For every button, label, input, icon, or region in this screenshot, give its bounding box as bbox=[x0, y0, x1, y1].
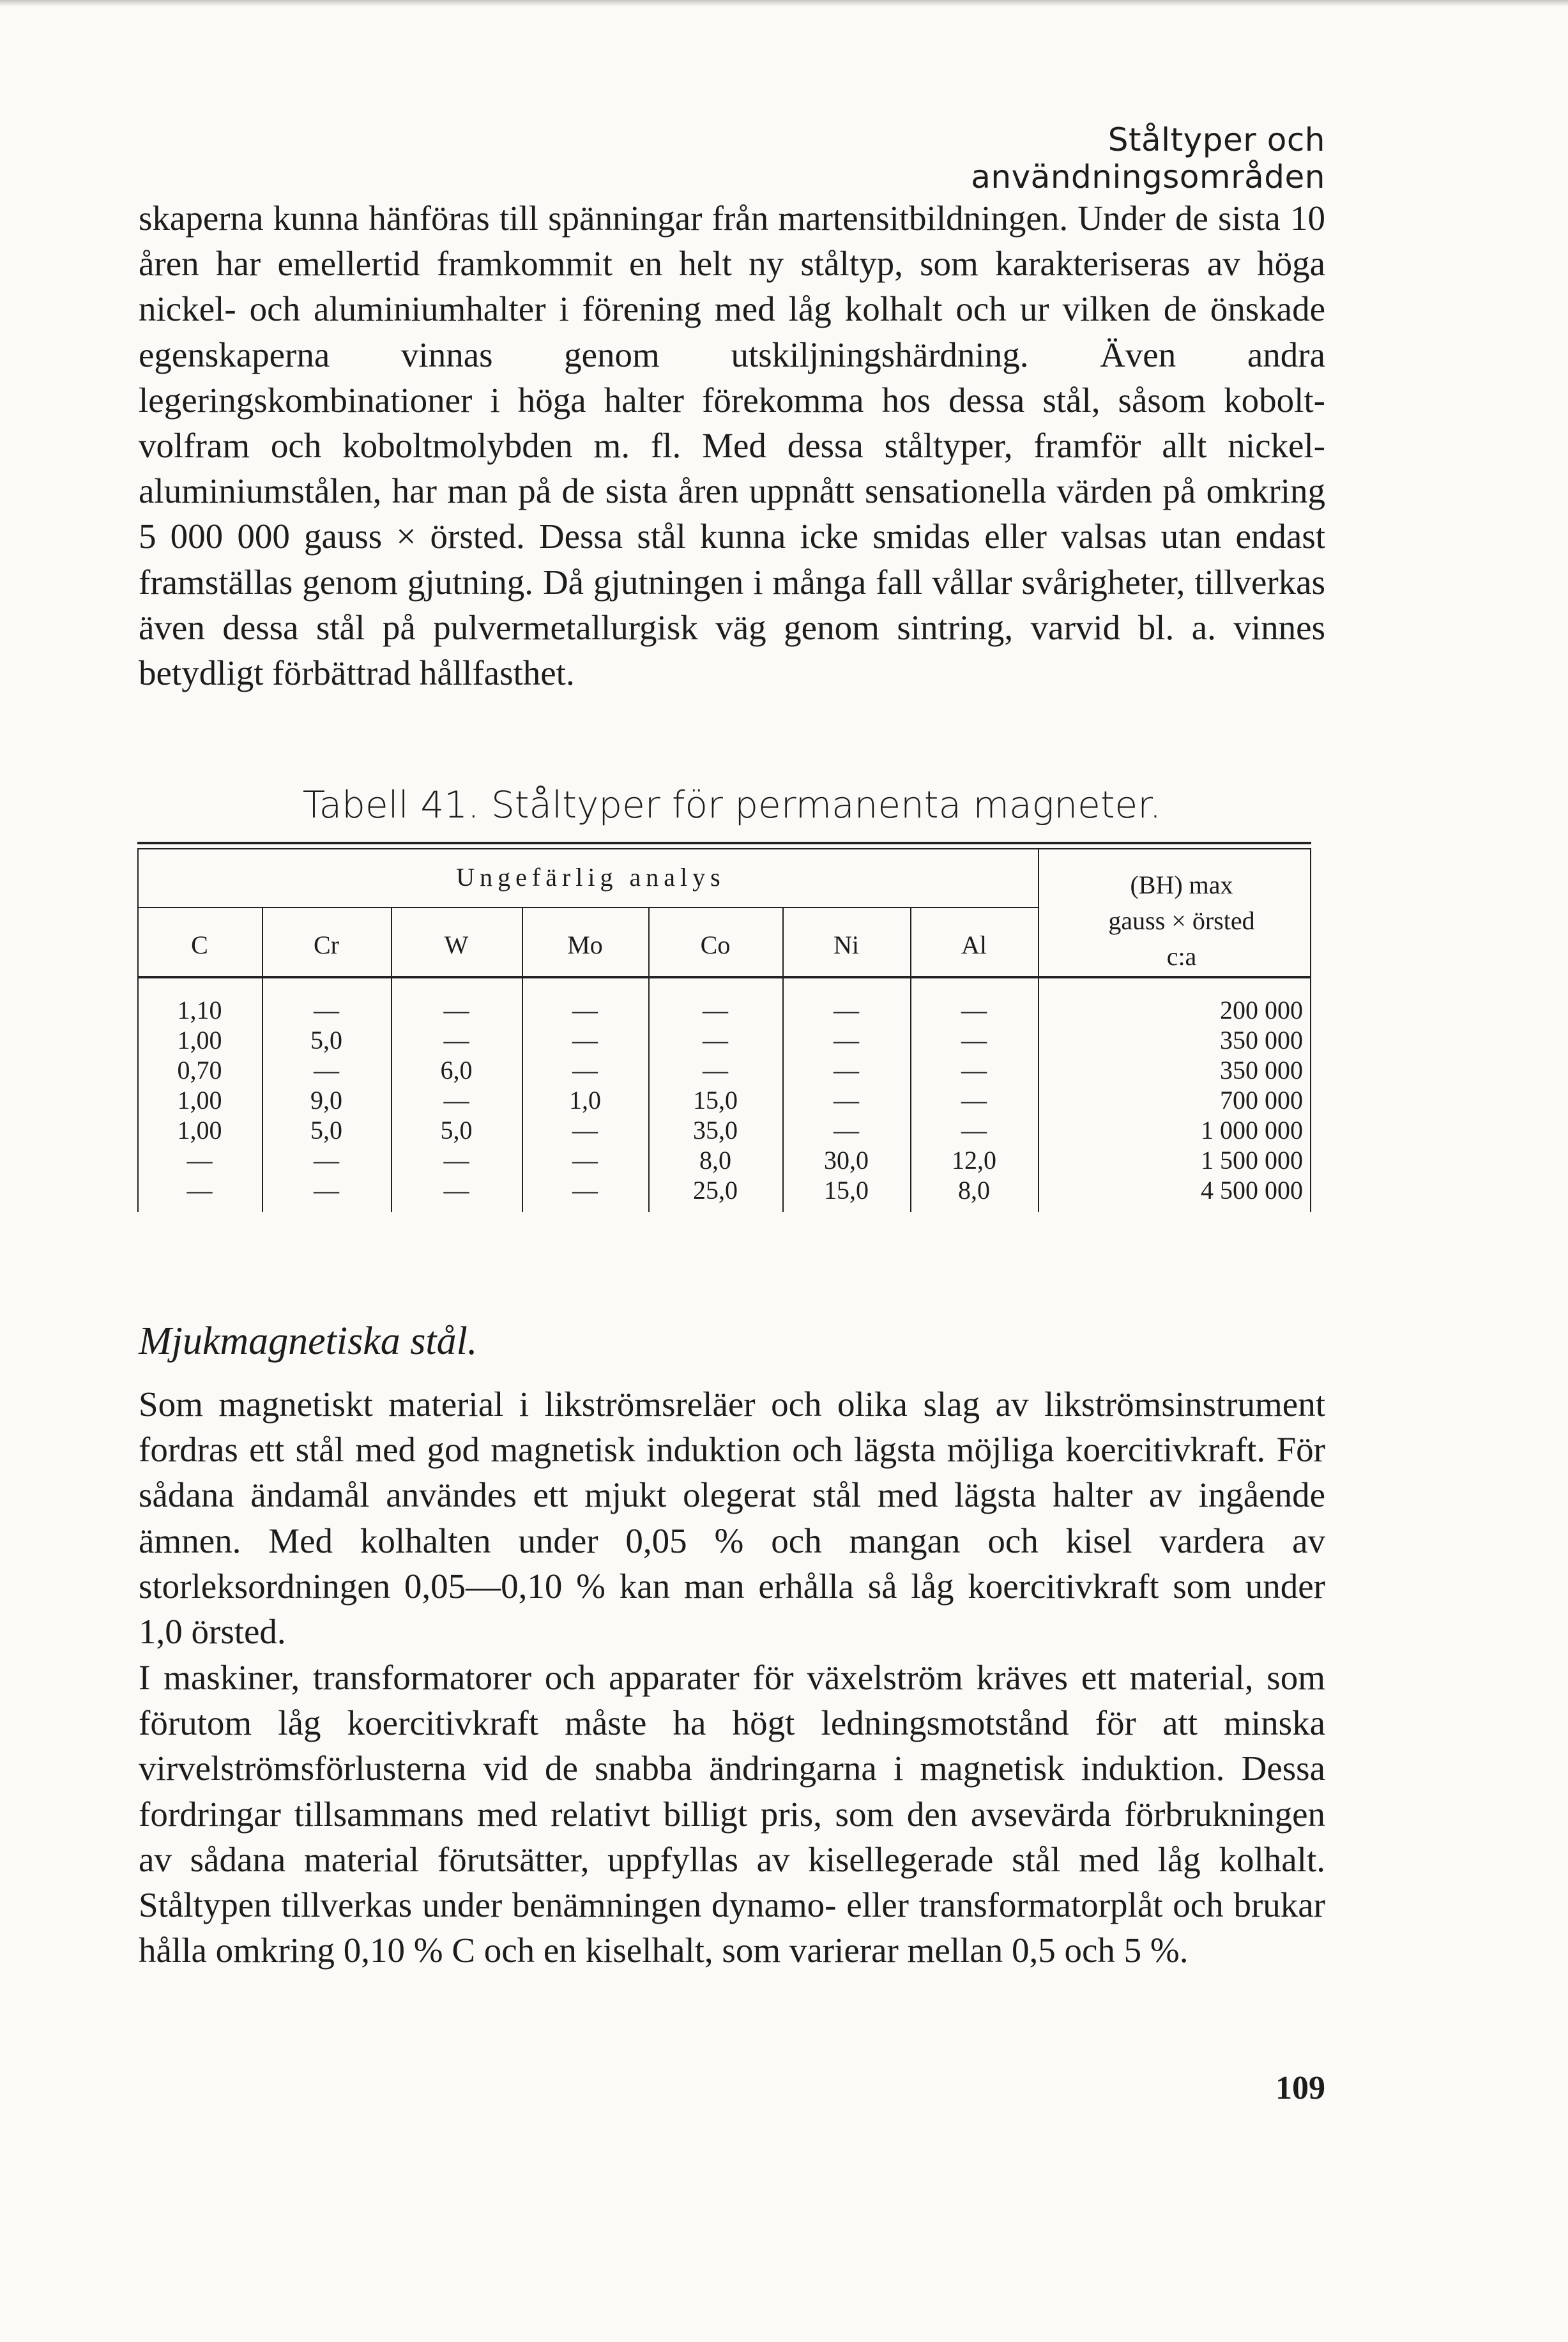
table-cell: — bbox=[833, 1086, 859, 1114]
column-header-ni: Ni bbox=[833, 931, 859, 959]
column-header-c: C bbox=[191, 931, 208, 959]
table-cell: — bbox=[703, 1056, 728, 1084]
table-cell: 350 000 bbox=[1220, 1026, 1303, 1054]
table-cell: 1,0 bbox=[569, 1086, 601, 1114]
table-cell: 8,0 bbox=[958, 1176, 990, 1205]
table-cell: — bbox=[703, 996, 728, 1024]
table-cell: — bbox=[961, 1116, 987, 1144]
column-header-mo: Mo bbox=[567, 931, 603, 959]
table-row bbox=[137, 1115, 1311, 1145]
table-cell: 15,0 bbox=[693, 1086, 738, 1114]
bh-header-line-1: (BH) max bbox=[1130, 871, 1233, 899]
header-bottom-rule bbox=[137, 976, 1311, 978]
steel-types-table bbox=[137, 842, 1311, 1225]
group-header-analysis: Ungefärlig analys bbox=[456, 863, 726, 892]
table-cell: 350 000 bbox=[1220, 1056, 1303, 1084]
table-cell: — bbox=[443, 1086, 469, 1114]
table-cell: — bbox=[572, 996, 598, 1024]
table-cell: — bbox=[314, 1176, 339, 1205]
table-cell: 5,0 bbox=[310, 1026, 342, 1054]
table-cell: 1 500 000 bbox=[1201, 1146, 1303, 1175]
table-cell: — bbox=[443, 996, 469, 1024]
page-top-edge bbox=[0, 0, 1568, 6]
table-cell: — bbox=[572, 1146, 598, 1175]
table-caption: Tabell 41. Ståltyper för permanenta magneter. bbox=[302, 783, 1162, 826]
table-cell: — bbox=[961, 996, 987, 1024]
table-cell: — bbox=[833, 1116, 859, 1144]
table-cell: — bbox=[961, 1086, 987, 1114]
table-cell: 1,10 bbox=[177, 996, 222, 1024]
table-cell: 5,0 bbox=[310, 1116, 342, 1144]
table-cell: 0,70 bbox=[177, 1056, 222, 1084]
table-cell: — bbox=[961, 1056, 987, 1084]
table-row bbox=[137, 1025, 1311, 1055]
table-row bbox=[137, 995, 1311, 1025]
column-header-cr: Cr bbox=[314, 931, 339, 959]
table-cell: — bbox=[961, 1026, 987, 1054]
column-header-co: Co bbox=[700, 931, 731, 959]
table-cell: 700 000 bbox=[1220, 1086, 1303, 1114]
table-cell: — bbox=[443, 1146, 469, 1175]
table-cell: 25,0 bbox=[693, 1176, 738, 1205]
table-cell: 35,0 bbox=[693, 1116, 738, 1144]
bh-header-line-3: c:a bbox=[1166, 942, 1197, 971]
group-header-rule bbox=[137, 907, 1038, 908]
table-cell: 1,00 bbox=[177, 1026, 222, 1054]
table-cell: — bbox=[833, 1026, 859, 1054]
table-cell: — bbox=[833, 1056, 859, 1084]
table-cell: — bbox=[186, 1176, 213, 1205]
table-cell: — bbox=[314, 1056, 339, 1084]
table-row bbox=[137, 1175, 1311, 1205]
table-cell: — bbox=[314, 1146, 339, 1175]
table-cell: — bbox=[572, 1026, 598, 1054]
table-cell: 8,0 bbox=[699, 1146, 731, 1175]
table-row bbox=[137, 1055, 1311, 1085]
table-cell: 30,0 bbox=[824, 1146, 869, 1175]
table-cell: 15,0 bbox=[824, 1176, 869, 1205]
table-top-rule-thin bbox=[137, 848, 1311, 849]
table-cell: — bbox=[833, 996, 859, 1024]
table-cell: 6,0 bbox=[440, 1056, 473, 1084]
table-row bbox=[137, 1085, 1311, 1115]
table-cell: — bbox=[572, 1116, 598, 1144]
table-cell: 1,00 bbox=[177, 1086, 222, 1114]
table-cell: 200 000 bbox=[1220, 996, 1303, 1024]
column-header-w: W bbox=[444, 931, 469, 959]
body-paragraph-1: skaperna kunna hänföras till spänningar från martensitbildningen. Under de sista 10 åren har emellertid framkommit en helt ny ståltyp, som karakteriseras av höga nickel- och aluminiumhalter i förening med låg kolhalt och ur vilken de önskade egenskaperna vinnas genom utskiljningshärdning. Även andra legeringskombinationer i höga halter förekomma hos dessa stål, såsom kobolt-volfram och koboltmolybden m. fl. Med dessa ståltyper, framför allt nickel-aluminiumstålen, har man på de sista åren uppnått sensationella värden på omkring 5 000 000 gauss × örsted. Dessa stål kunna icke smidas eller valsas utan endast framställas genom gjutning. Då gjutningen i många fall vållar svårigheter, tillverkas även dessa stål på pulvermetallurgisk väg genom sintring, varvid bl. a. vinnes betydligt förbättrad hållfasthet. bbox=[139, 199, 1325, 693]
table-cell: 1,00 bbox=[177, 1116, 222, 1144]
body-paragraph-2: Som magnetiskt material i likströmsreläer och olika slag av likströmsinstrument fordras ett stål med god magnetisk induktion och lägsta möjliga koercitivkraft. För sådana ändamål användes ett mjukt olegerat stål med lägsta halter av ingående ämnen. Med kolhalten under 0,05 % och mangan och kisel vardera av storleksordningen 0,05—0,10 % kan man erhålla så låg koercitivkraft som under 1,0 örsted. bbox=[139, 1385, 1325, 1652]
section-heading: Mjukmagnetiska stål. bbox=[139, 1319, 478, 1363]
running-header: Ståltyper och användningsområden bbox=[971, 121, 1325, 195]
table-row bbox=[137, 1145, 1311, 1175]
table-top-rule bbox=[137, 842, 1311, 844]
table-cell: — bbox=[186, 1146, 213, 1175]
table-cell: 12,0 bbox=[952, 1146, 996, 1175]
table-cell: 5,0 bbox=[440, 1116, 473, 1144]
column-header-al: Al bbox=[961, 931, 987, 959]
table-cell: — bbox=[314, 996, 339, 1024]
table-cell: — bbox=[443, 1026, 469, 1054]
table-cell: — bbox=[572, 1056, 598, 1084]
bh-max-header bbox=[1051, 867, 1313, 975]
table-cell: — bbox=[443, 1176, 469, 1205]
table-cell: 4 500 000 bbox=[1201, 1176, 1303, 1205]
table-cell: — bbox=[572, 1176, 598, 1205]
table-cell: 9,0 bbox=[310, 1086, 342, 1114]
body-paragraph-3: I maskiner, transformatorer och apparater för växelström kräves ett material, som förutom låg koercitivkraft måste ha högt ledningsmotstånd för att minska virvelströmsförlusterna vid de snabba ändringarna i magnetisk induktion. Dessa fordringar tillsammans med relativt billigt pris, som den avsevärda förbrukningen av sådana material förutsätter, uppfyllas av kisellegerade stål med låg kolhalt. Ståltypen tillverkas under benämningen dynamo- eller transformatorplåt och brukar hålla omkring 0,10 % C och en kiselhalt, som varierar mellan 0,5 och 5 %. bbox=[139, 1658, 1325, 1970]
table-cell: 1 000 000 bbox=[1201, 1116, 1303, 1144]
table-cell: — bbox=[703, 1026, 728, 1054]
bh-header-line-2: gauss × örsted bbox=[1108, 906, 1255, 935]
page-number: 109 bbox=[1275, 2070, 1325, 2106]
